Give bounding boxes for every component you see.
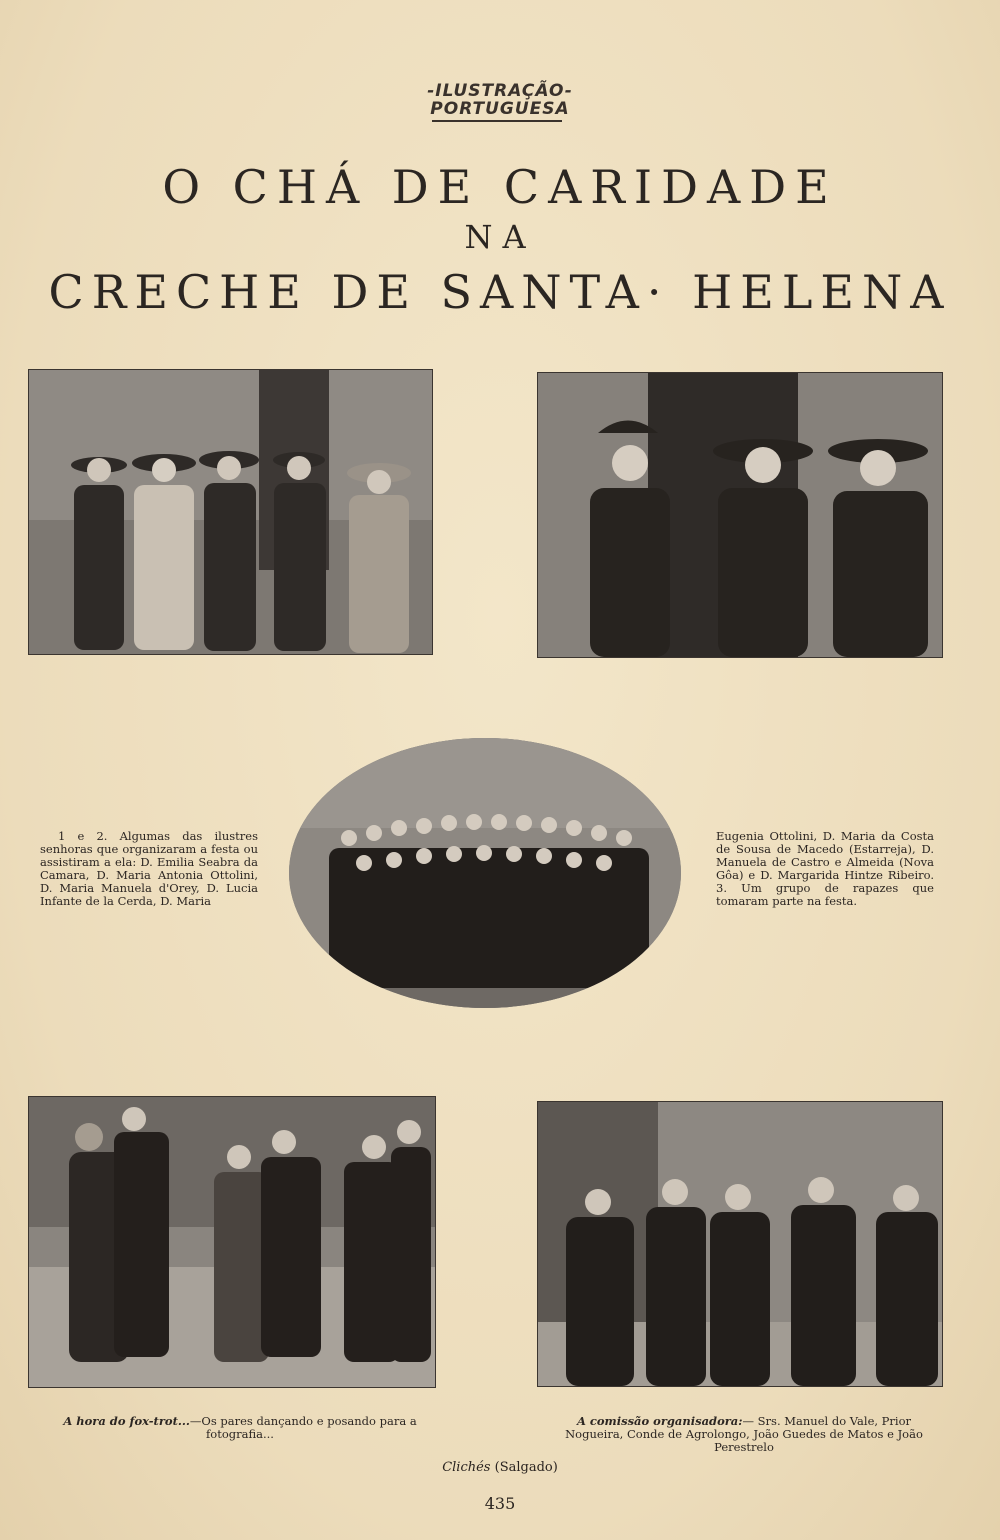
caption-committee-text: — Srs. Manuel do Vale, Prior Nogueira, Conde de Agrolongo, João Guedes de Matos e João Perestrelo	[565, 1414, 923, 1454]
masthead-logo	[0, 82, 1000, 118]
photo-ladies-group-1	[28, 369, 433, 655]
caption-photos-1-2: 1 e 2. Algumas das ilustres senhoras que organizaram a festa ou assistiram a ela: D. Emilia Seabra da Camara, D. Maria Antonia Ottolini, D. Maria Manuela d'Orey, D. Lucia Infante de la Cerda, D. Maria	[40, 829, 258, 908]
masthead-rule	[432, 120, 562, 122]
caption-fox-trot-text: —Os pares dançando e posando para a fotografia...	[189, 1414, 417, 1441]
article-title-line-3: CRECHE DE SANTA· HELENA	[48, 265, 952, 319]
caption-photos-continued: Eugenia Ottolini, D. Maria da Costa de Sousa de Macedo (Estarreja), D. Manuela de Castro e Almeida (Nova Gôa) e D. Margarida Hintze Ribeiro. 3. Um grupo de rapazes que tomaram parte na festa.	[716, 829, 934, 908]
photo-fox-trot-dancers	[28, 1096, 436, 1388]
photo-credit-rest: (Salgado)	[490, 1460, 558, 1475]
page-number: 435	[484, 1494, 516, 1513]
caption-fox-trot	[40, 1415, 440, 1441]
caption-committee	[548, 1415, 940, 1454]
article-title-line-2: NA	[464, 218, 536, 256]
masthead-line-1: -ILUSTRAÇÃO-	[427, 81, 573, 101]
photo-credit-italic: Clichés	[442, 1460, 491, 1475]
caption-fox-trot-lead: A hora do fox-trot...	[63, 1414, 190, 1428]
caption-committee-lead: A comissão organisadora:	[576, 1414, 743, 1428]
photo-organizing-committee	[537, 1101, 943, 1387]
photo-credit	[0, 1460, 1000, 1475]
article-title-line-1: O CHÁ DE CARIDADE	[162, 160, 838, 214]
photo-young-men-group	[289, 738, 681, 1008]
masthead-line-2: PORTUGUESA	[430, 99, 570, 119]
photo-ladies-group-2	[537, 372, 943, 658]
